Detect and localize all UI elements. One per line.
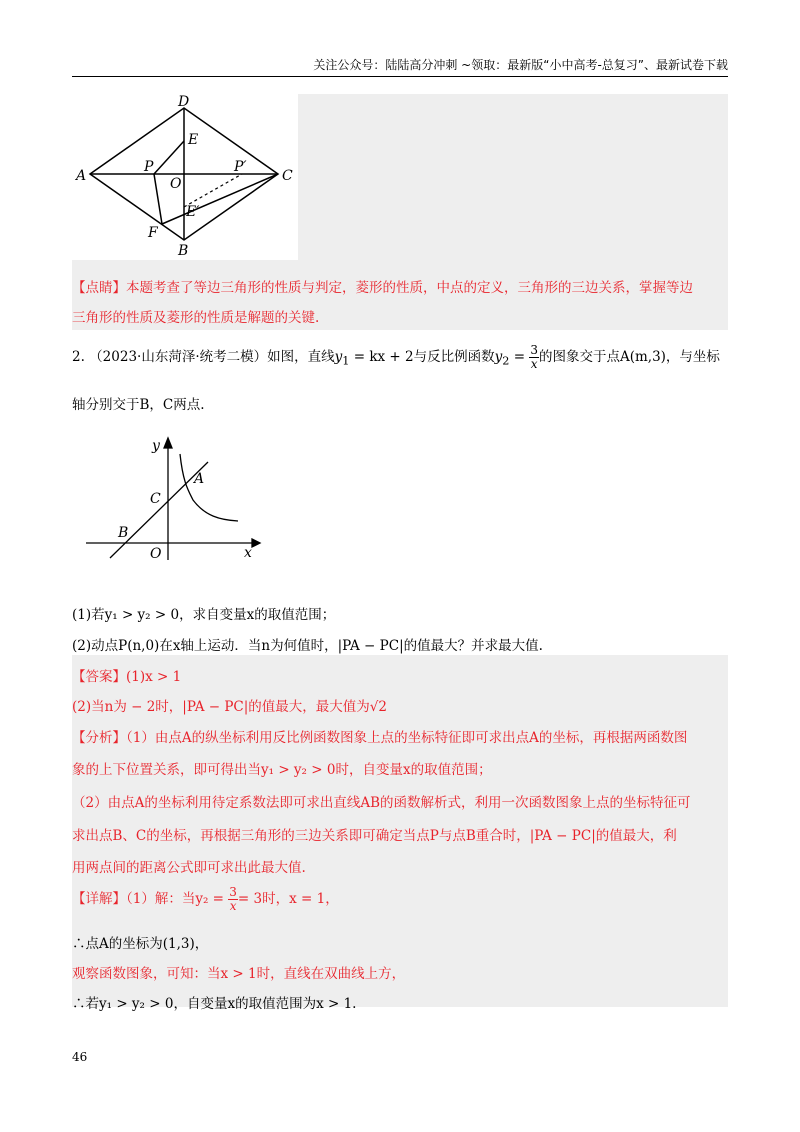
label-x-axis: x [244,545,252,561]
detail-line-2: ∴点A的坐标为(1,3)， [72,936,209,952]
analysis-line-1: 【分析】（1）由点A的纵坐标利用反比例函数图象上点的坐标特征即可求出点A的坐标，再根据两函数图 [72,730,688,746]
label-origin: O [150,546,162,562]
answer-line-2: (2)当n为 − 2时，|PA − PC|的值最大，最大值为√2 [72,699,387,715]
hyperbola-y2 [180,454,238,521]
answer-line-1: 【答案】(1)x > 1 [72,669,182,685]
label-f: F [148,225,158,241]
x-axis-arrow [252,539,260,547]
label-p-prime: P′ [234,159,247,175]
page-number: 46 [72,1050,88,1064]
problem-statement-line-2: 轴分别交于B，C两点. [72,397,205,413]
label-o: O [170,176,182,192]
label-e: E [188,132,199,148]
analysis-line-2: 象的上下位置关系，即可得出当y₁ > y₂ > 0时，自变量x的取值范围； [72,762,492,778]
figure-background [72,94,298,260]
problem-statement: 2. （2023·山东菏泽·统考二模）如图，直线$y_1$ = kx + 2与反比例函数$y_2$ = $\frac{3}{x}$ 的图象交于点A(m,3)，与坐标 [72,343,720,371]
fraction-3-over-x: $\frac{3}{x}$ [530,343,538,371]
detail-line-1: 【详解】（1）解：当y₂ = $\frac{3}{x}$ = 3时，x = 1， [72,885,339,913]
label-y-axis: y [152,438,160,454]
question-1: (1)若y₁ > y₂ > 0，求自变量x的取值范围； [72,607,336,623]
question-2: (2)动点P(n,0)在x轴上运动．当n为何值时，|PA − PC|的值最大？并求最大值. [72,638,543,654]
dianjing-line-1: 【点睛】本题考查了等边三角形的性质与判定，菱形的性质，中点的定义，三角形的三边关系，掌握等边 [72,280,693,296]
detail-fraction: $\frac{3}{x}$ [229,885,237,913]
analysis-line-4: 求出点B、C的坐标，再根据三角形的三边关系即可确定当点P与点B重合时，|PA − PC|的值最大，利 [72,828,677,844]
label-d: D [178,94,190,110]
label-e-prime: E′ [186,204,200,220]
label-point-a: A [194,471,205,487]
page-header: 关注公众号：陆陆高分冲刺 ~领取：最新版“小中高考-总复习”、最新试卷下载 [72,56,728,77]
label-b: B [178,243,189,259]
analysis-line-5: 用两点间的距离公式即可求出此最大值. [72,860,306,876]
label-a: A [76,168,87,184]
dianjing-line-2: 三角形的性质及菱形的性质是解题的关键. [72,310,320,326]
label-p: P [144,159,154,175]
function-graph [80,430,270,570]
label-point-b: B [118,525,129,541]
detail-line-4: ∴若y₁ > y₂ > 0，自变量x的取值范围为x > 1. [72,996,357,1012]
y-axis-arrow [164,438,172,448]
detail-line-3: 观察函数图象，可知：当x > 1时，直线在双曲线上方， [72,966,406,982]
label-point-c: C [150,491,161,507]
analysis-line-3: （2）由点A的坐标利用待定系数法即可求出直线AB的函数解析式，利用一次函数图象上点的坐标特征可 [72,795,691,811]
rhombus-figure [72,94,298,260]
label-c: C [282,168,293,184]
